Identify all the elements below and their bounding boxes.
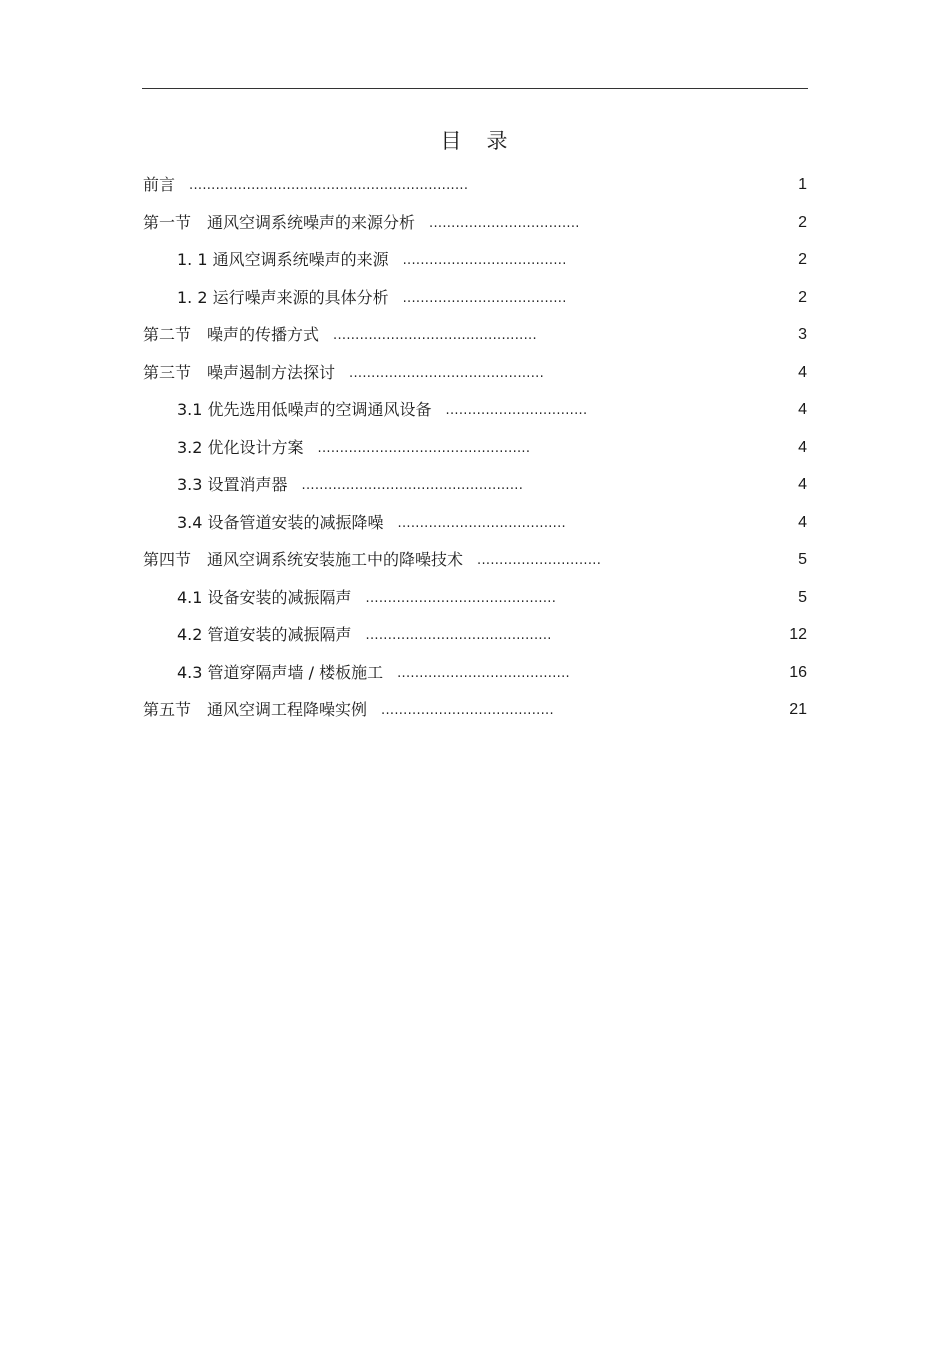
- toc-entry[interactable]: [143, 283, 807, 321]
- toc-page-number: 2: [798, 288, 807, 306]
- toc-entry[interactable]: [143, 358, 807, 396]
- toc-leader-dots: ................................................: [317, 440, 531, 456]
- toc-leader-dots: ..................................................: [301, 478, 524, 493]
- toc-page-number: 12: [789, 626, 807, 643]
- toc-leader-dots: .......................................: [381, 703, 554, 718]
- toc-entry-label: 第一节 通风空调系统噪声的来源分析: [143, 212, 416, 232]
- toc-entry[interactable]: [143, 620, 807, 658]
- toc-page-number: 3: [798, 326, 807, 343]
- toc-entry-label: 3.2 优化设计方案: [177, 437, 304, 457]
- toc-entry[interactable]: [143, 508, 807, 546]
- toc-leader-dots: ................................: [445, 403, 588, 418]
- toc-entry-label: 4.3 管道穿隔声墙 / 楼板施工: [177, 662, 384, 682]
- toc-page-number: 16: [789, 663, 807, 681]
- toc-title: 目 录: [440, 129, 510, 153]
- toc-entry[interactable]: [143, 320, 807, 358]
- toc-entry-label: 第五节 通风空调工程降噪实例: [143, 700, 368, 719]
- toc-entry-label: 1. 1 通风空调系统噪声的来源: [177, 250, 389, 269]
- toc-page-number: 21: [789, 701, 807, 718]
- toc-entry[interactable]: [143, 245, 807, 283]
- table-of-contents: [143, 170, 807, 733]
- toc-entry-label: 第二节 噪声的传播方式: [143, 325, 320, 344]
- toc-page-number: 4: [798, 438, 807, 456]
- toc-leader-dots: ......................................: [397, 515, 566, 531]
- toc-page-number: 4: [798, 513, 807, 531]
- toc-entry[interactable]: [143, 433, 807, 471]
- toc-entry-label: 3.4 设备管道安装的减振降噪: [177, 512, 384, 532]
- toc-leader-dots: .....................................: [402, 253, 567, 268]
- toc-leader-dots: ............................: [477, 553, 602, 568]
- toc-entry-label: 前言: [143, 175, 176, 194]
- toc-entry-label: 第四节 通风空调系统安装施工中的降噪技术: [143, 550, 464, 569]
- toc-leader-dots: ...............................................................: [189, 178, 469, 193]
- toc-entry[interactable]: [143, 695, 807, 733]
- toc-entry-label: 3.1 优先选用低噪声的空调通风设备: [177, 400, 432, 419]
- toc-page-number: 5: [798, 551, 807, 568]
- toc-page-number: 4: [798, 476, 807, 493]
- toc-page-number: 1: [798, 176, 807, 193]
- toc-leader-dots: ..................................: [429, 215, 580, 231]
- toc-entry[interactable]: [143, 208, 807, 246]
- toc-leader-dots: ............................................: [349, 365, 545, 381]
- toc-entry-label: 3.3 设置消声器: [177, 475, 288, 494]
- toc-entry-label: 4.2 管道安装的减振隔声: [177, 625, 352, 644]
- toc-entry[interactable]: [143, 170, 807, 208]
- toc-page-number: 2: [798, 213, 807, 231]
- toc-page-number: 5: [798, 588, 807, 606]
- toc-leader-dots: ...........................................: [365, 590, 557, 606]
- toc-page-number: 4: [798, 363, 807, 381]
- toc-page-number: 2: [798, 251, 807, 268]
- toc-leader-dots: ..............................................: [333, 328, 537, 343]
- toc-entry[interactable]: [143, 583, 807, 621]
- toc-entry-label: 第三节 噪声遏制方法探讨: [143, 362, 336, 382]
- toc-page-number: 4: [798, 401, 807, 418]
- toc-entry-label: 4.1 设备安装的减振隔声: [177, 587, 352, 607]
- toc-entry[interactable]: [143, 545, 807, 583]
- toc-entry[interactable]: [143, 658, 807, 696]
- toc-leader-dots: .......................................: [397, 665, 570, 681]
- toc-leader-dots: ..........................................: [365, 628, 552, 643]
- header-rule: [142, 88, 808, 89]
- toc-entry[interactable]: [143, 395, 807, 433]
- toc-entry-label: 1. 2 运行噪声来源的具体分析: [177, 287, 389, 307]
- toc-leader-dots: .....................................: [402, 290, 567, 306]
- toc-entry[interactable]: [143, 470, 807, 508]
